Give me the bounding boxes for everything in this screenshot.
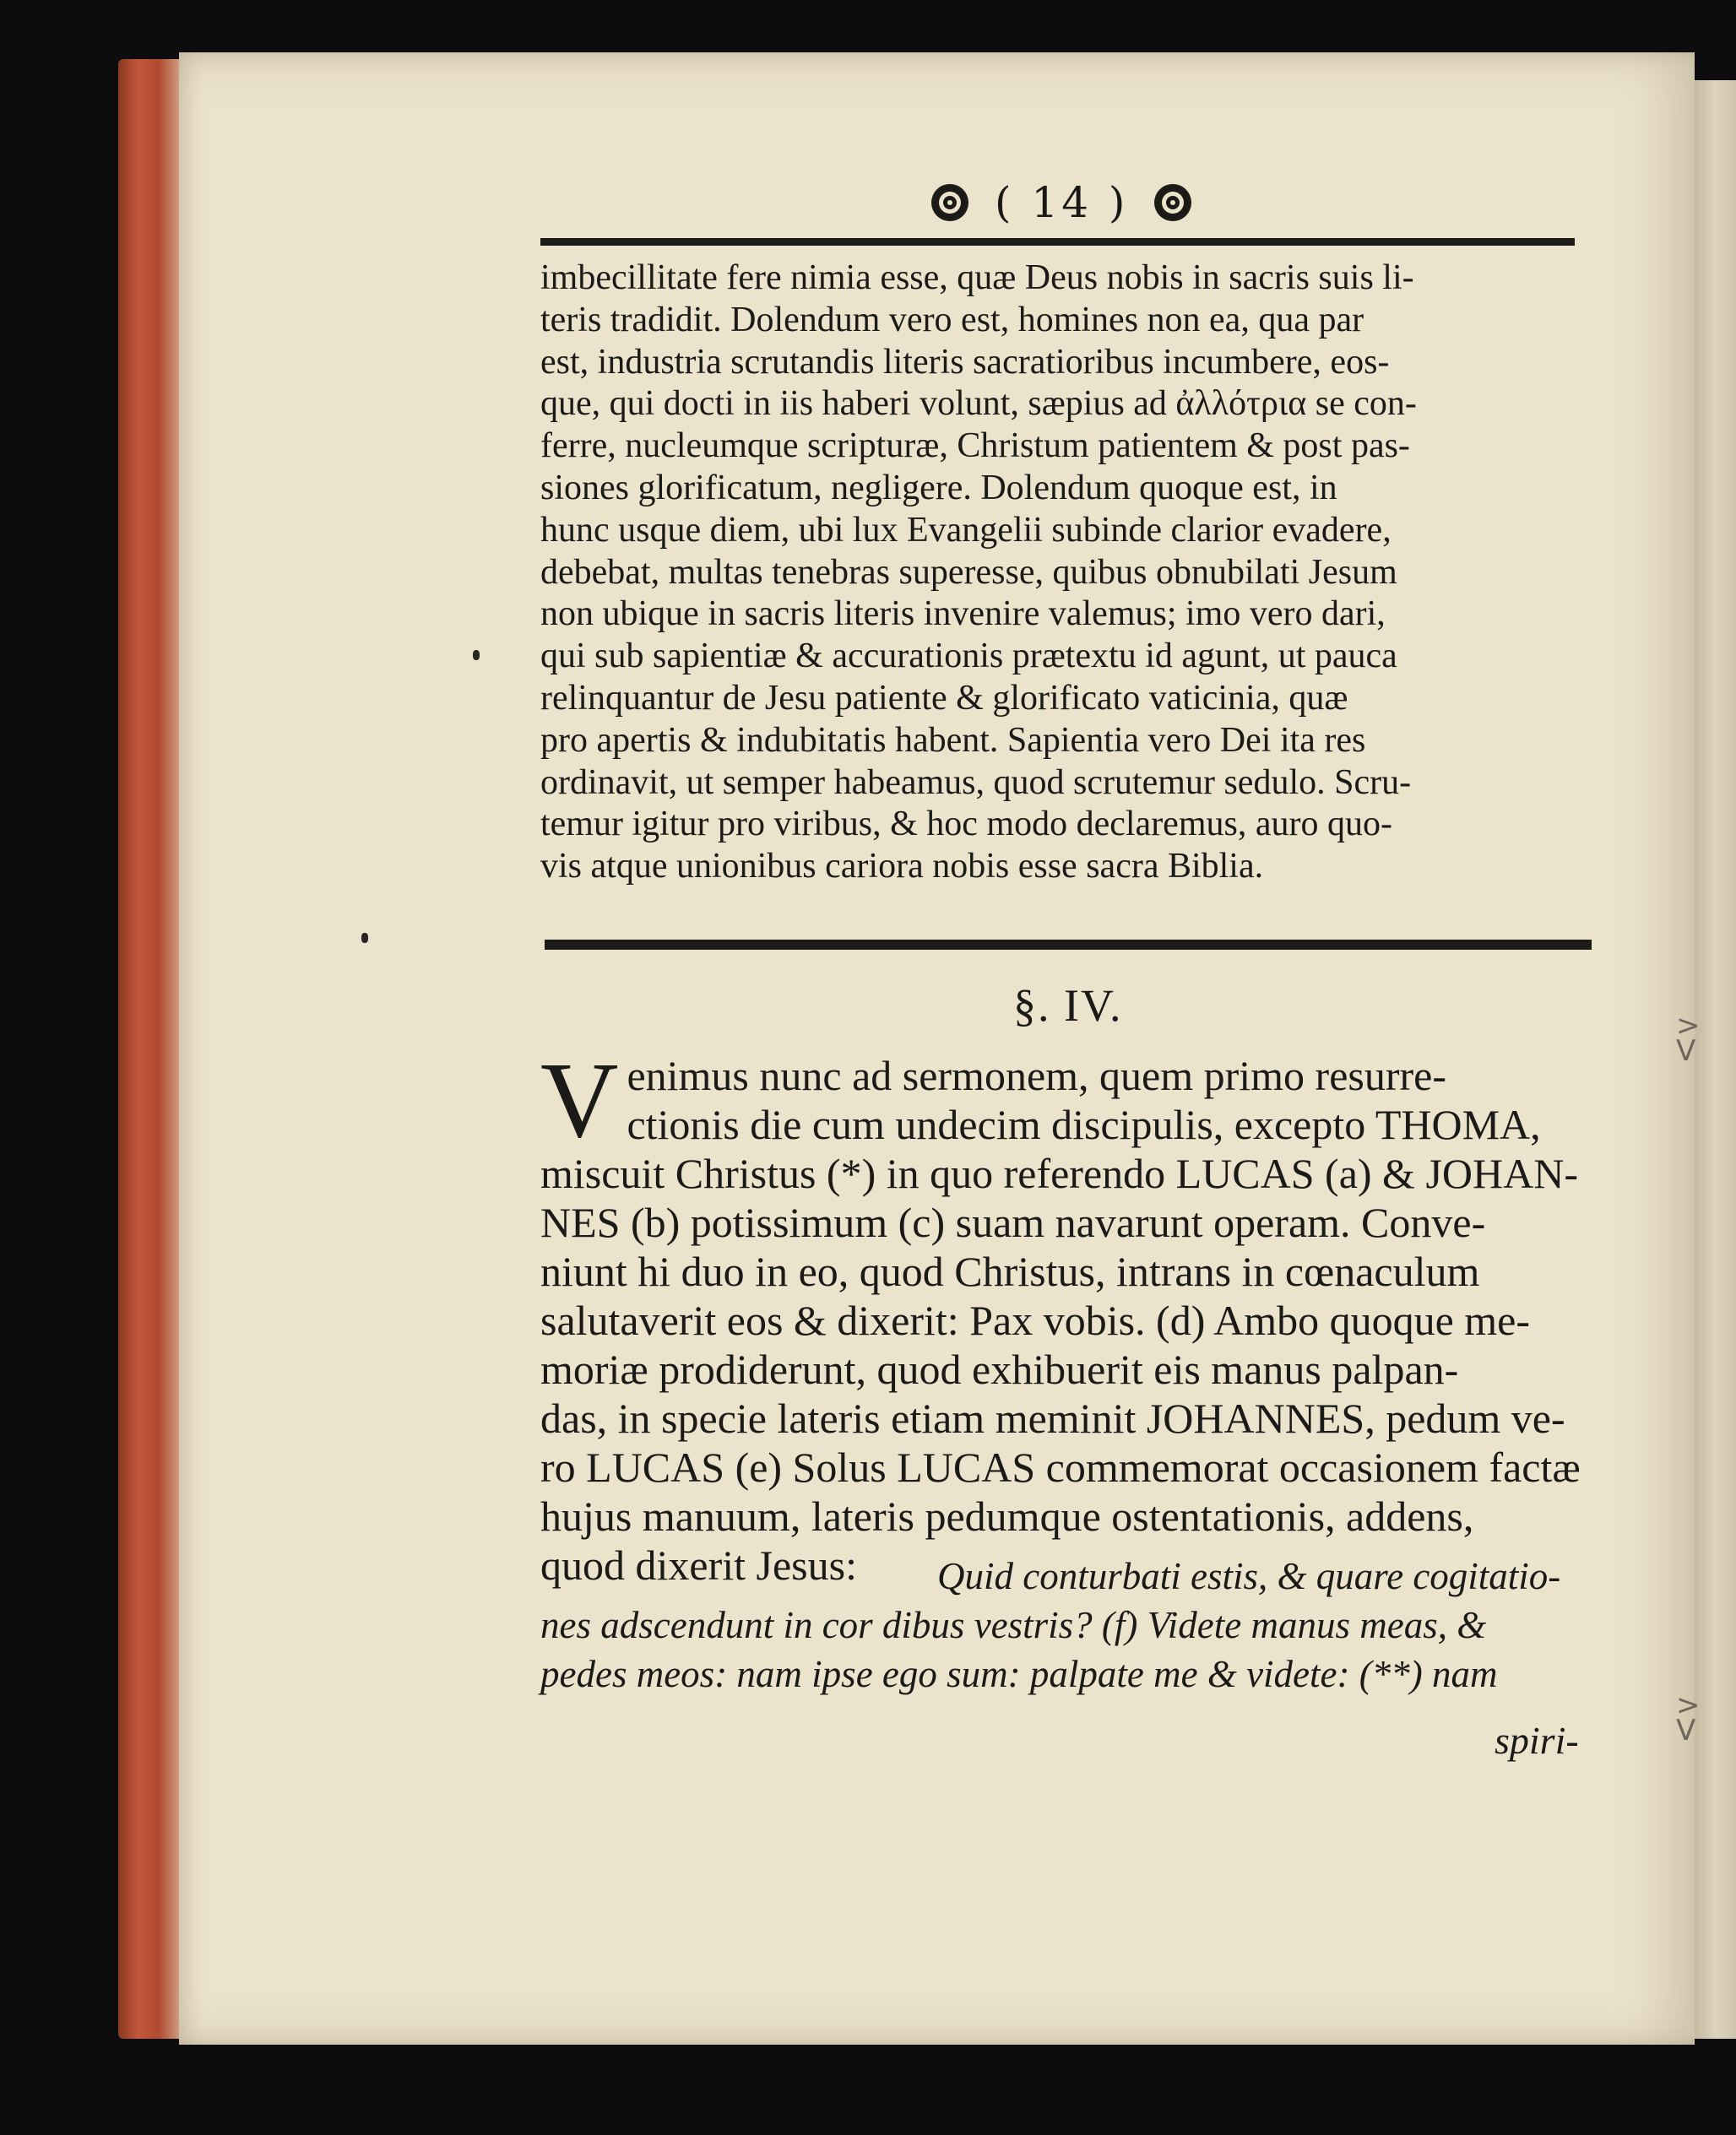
page-edge [118,59,186,2039]
text-line: est, industria scrutandis literis sacratioribus incumbere, eos- [540,342,1390,382]
stitch-mark-upper: > [1676,1009,1701,1043]
quotation-italic [540,1552,1609,1699]
text-line: das, in specie lateris etiam meminit JOHANNES, pedum ve- [540,1395,1565,1442]
header-rule [540,238,1575,246]
rosette-ornament-icon [1152,182,1194,224]
section-divider-rule [545,940,1592,950]
text-line: teris tradidit. Dolendum vero est, homines non ea, qua par [540,300,1364,339]
page-number: ( 14 ) [995,178,1129,227]
text-line: imbecillitate fere nimia esse, quæ Deus nobis in sacris suis li- [540,258,1414,297]
section-heading: §. IV. [1013,980,1123,1031]
catchword: spiri- [1495,1719,1579,1762]
text-line: ro LUCAS (e) Solus LUCAS commemorat occasionem factæ [540,1444,1581,1491]
text-line: miscuit Christus (*) in quo referendo LUCAS (a) & JOHAN- [540,1150,1578,1197]
text-line: NES (b) potissimum (c) suam navarunt operam. Conve- [540,1199,1486,1246]
text-line: qui sub sapientiæ & accurationis prætextu id agunt, ut pauca [540,637,1397,676]
text-line: niunt hi duo in eo, quod Christus, intrans in cœnaculum [540,1248,1480,1295]
text-line: enimus nunc ad sermonem, quem primo resurre- [627,1052,1446,1099]
text-line: pedes meos: nam ipse ego sum: palpate me & videte: (**) nam [540,1653,1498,1695]
text-line: que, qui docti in iis haberi volunt, sæpius ad ἀλλότρια se con- [540,384,1417,424]
section-paragraph [540,1040,1609,1590]
text-line: hunc usque diem, ubi lux Evangelii subinde clarior evadere, [540,510,1392,550]
text-line: temur igitur pro viribus, & hoc modo declaremus, auro quo- [540,805,1392,844]
ink-speck [473,650,480,660]
text-line: non ubique in sacris literis invenire valemus; imo vero dari, [540,594,1386,634]
text-line: nes adscendunt in cor dibus vestris? (f) Videte manus meas, & [540,1604,1487,1646]
page-header [929,173,1216,232]
paragraph-continuation [540,257,1609,888]
text-line: Quid conturbati estis, & quare cogitatio- [937,1555,1561,1597]
text-line: siones glorificatum, negligere. Dolendum quoque est, in [540,468,1337,507]
text-line: ferre, nucleumque scripturæ, Christum patientem & post pas- [540,426,1410,466]
text-line: salutaverit eos & dixerit: Pax vobis. (d) Ambo quoque me- [540,1297,1531,1344]
text-line: quod dixerit Jesus: [540,1542,857,1589]
text-line: ordinavit, ut semper habeamus, quod scrutemur sedulo. Scru- [540,762,1412,802]
text-line: hujus manuum, lateris pedumque ostentationis, addens, [540,1493,1474,1540]
text-line: vis atque unionibus cariora nobis esse sacra Biblia. [540,847,1264,886]
rosette-ornament-icon [929,182,971,224]
stitch-mark-lower: > [1676,1688,1701,1722]
stitch-mark-upper-2: V [1676,1034,1696,1068]
ink-speck [361,933,368,943]
stitch-mark-lower-2: V [1676,1714,1696,1748]
text-line: debebat, multas tenebras superesse, quibus obnubilati Jesum [540,552,1397,592]
text-line: pro apertis & indubitatis habent. Sapientia vero Dei ita res [540,720,1366,760]
text-line: ctionis die cum undecim discipulis, excepto THOMA, [627,1101,1541,1148]
drop-cap: V [540,1040,619,1160]
text-line: moriæ prodiderunt, quod exhibuerit eis manus palpan- [540,1346,1459,1393]
text-line: relinquantur de Jesu patiente & glorificato vaticinia, quæ [540,678,1348,718]
